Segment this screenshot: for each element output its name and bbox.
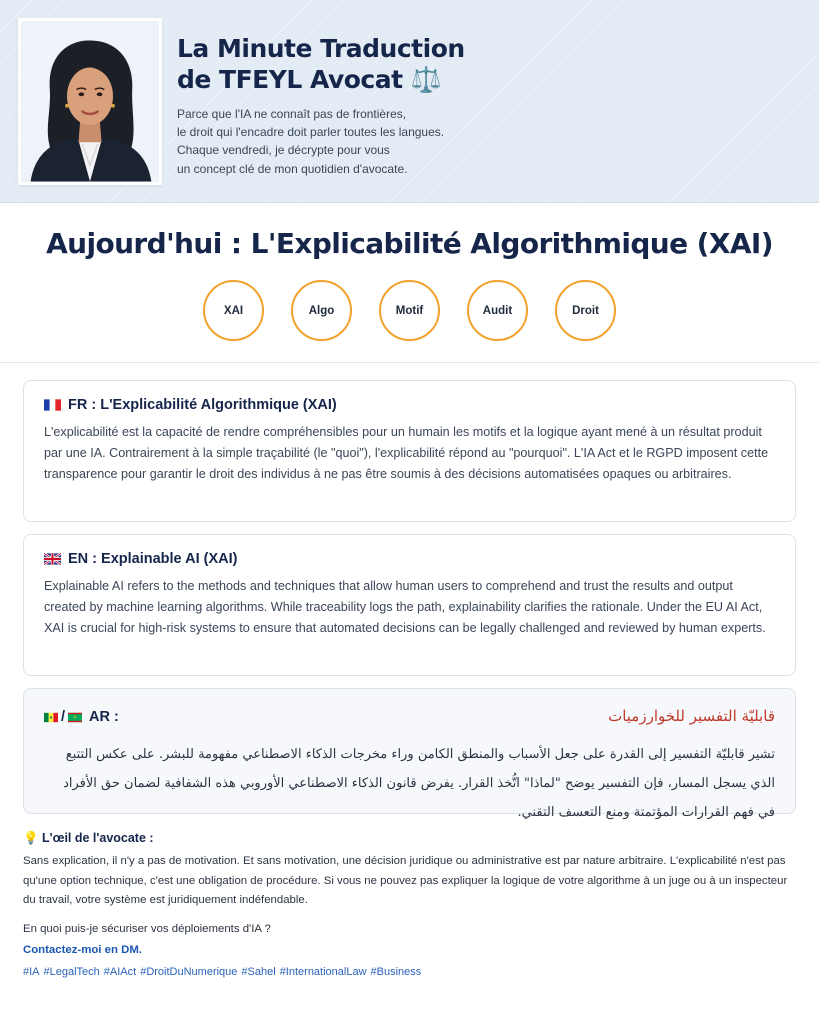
hashtag[interactable]: #DroitDuNumerique: [140, 966, 238, 978]
lawyer-portrait: [18, 18, 162, 185]
uk-flag-icon: [44, 553, 61, 565]
card-arabic-heading: [44, 709, 119, 725]
senegal-flag-icon: [44, 712, 58, 723]
newsletter-subtitle: [177, 105, 507, 178]
card-arabic-label: AR :: [89, 709, 119, 725]
contact-link[interactable]: Contactez-moi en DM.: [23, 944, 142, 956]
cta-question: En quoi puis-je sécuriser vos déploiements d'IA ?: [23, 923, 271, 935]
topic-title: Aujourd'hui : L'Explicabilité Algorithmique (XAI): [46, 227, 773, 260]
flag-separator: /: [61, 709, 66, 725]
pill-algo[interactable]: Algo: [291, 280, 352, 341]
card-french: [23, 380, 796, 522]
hashtag-list: [23, 966, 425, 978]
pill-xai[interactable]: XAI: [203, 280, 264, 341]
subtitle-line: le droit qui l'encadre doit parler toutes les langues.: [177, 125, 445, 140]
card-english: [23, 534, 796, 676]
hashtag[interactable]: #AIAct: [103, 966, 137, 978]
card-french-title: FR : L'Explicabilité Algorithmique (XAI): [68, 397, 337, 413]
card-arabic: [23, 688, 796, 820]
france-flag-icon: [44, 399, 61, 411]
card-arabic-text: تشير قابليّة التفسير إلى القدرة على جعل الأسباب والمنطق الكامن وراء مخرجات الذكاء الاصطناعي مفهومة للبشر. على عكس التتبع الذي يسجل المسار، فإن التفسير يوضح "لماذا" اتُّخذ القرار. يفرض قانون الذكاء الاصطناعي الأوروبي هذه الشفافية لضمان حق الأفراد في فهم القرارات المؤتمتة ومنع التعسف التقني.: [63, 747, 775, 820]
lawyer-insight-title: 💡 L'œil de l'avocate :: [23, 831, 154, 845]
hashtag[interactable]: #InternationalLaw: [279, 966, 367, 978]
lawyer-insight-text: Sans explication, il n'y a pas de motivation. Et sans motivation, une décision juridique ou administrative est par nature arbitraire. L'explicabilité n'est pas qu'une option technique, c'est une obligation de procédure. Si vous ne pouvez pas expliquer la logique de votre algorithme à un juge ou à un inspecteur du travail, votre système est juridiquement indéfendable.: [23, 855, 788, 907]
card-english-text: Explainable AI refers to the methods and techniques that allow human users to comprehend and trust the results and output created by machine learning algorithms. While traceability logs the path, explainability clarifies the rationale. Under the EU AI Act, XAI is crucial for high-risk systems to ensure that automated decisions can be legally challenged and reviewed by human experts.: [44, 579, 766, 635]
card-french-heading: [44, 397, 337, 413]
pill-droit[interactable]: Droit: [555, 280, 616, 341]
card-french-text: L'explicabilité est la capacité de rendre compréhensibles pour un humain les motifs et la logique ayant mené à un résultat produit par une IA. Contrairement à la simple traçabilité (le "quoi"), l'explicabilité répond au "pourquoi". L'IA Act et le RGPD imposent cette transparence pour garantir le droit des individus à ne pas être soumis à des décisions automatisées opaques ou arbitraires.: [44, 425, 769, 481]
hashtag[interactable]: #Business: [370, 966, 422, 978]
hashtag[interactable]: #Sahel: [241, 966, 276, 978]
subtitle-line: un concept clé de mon quotidien d'avocate.: [177, 161, 408, 176]
pill-audit[interactable]: Audit: [467, 280, 528, 341]
title-line-2: de TFEYL Avocat ⚖️: [177, 65, 442, 94]
hashtag[interactable]: #IA: [23, 966, 40, 978]
mauritania-flag-icon: [68, 712, 82, 723]
header-banner: [0, 0, 819, 203]
card-english-heading: [44, 551, 237, 567]
pill-motif[interactable]: Motif: [379, 280, 440, 341]
keyword-pills: [0, 280, 819, 342]
card-arabic-title: قابليّة التفسير للخوارزميات: [608, 707, 775, 725]
section-divider: [0, 362, 819, 363]
subtitle-line: Chaque vendredi, je décrypte pour vous: [177, 143, 390, 158]
hashtag[interactable]: #LegalTech: [43, 966, 100, 978]
subtitle-line: Parce que l'IA ne connaît pas de frontières,: [177, 107, 407, 121]
newsletter-title: [177, 33, 597, 95]
card-english-title: EN : Explainable AI (XAI): [68, 551, 238, 567]
title-line-1: La Minute Traduction: [177, 34, 465, 63]
